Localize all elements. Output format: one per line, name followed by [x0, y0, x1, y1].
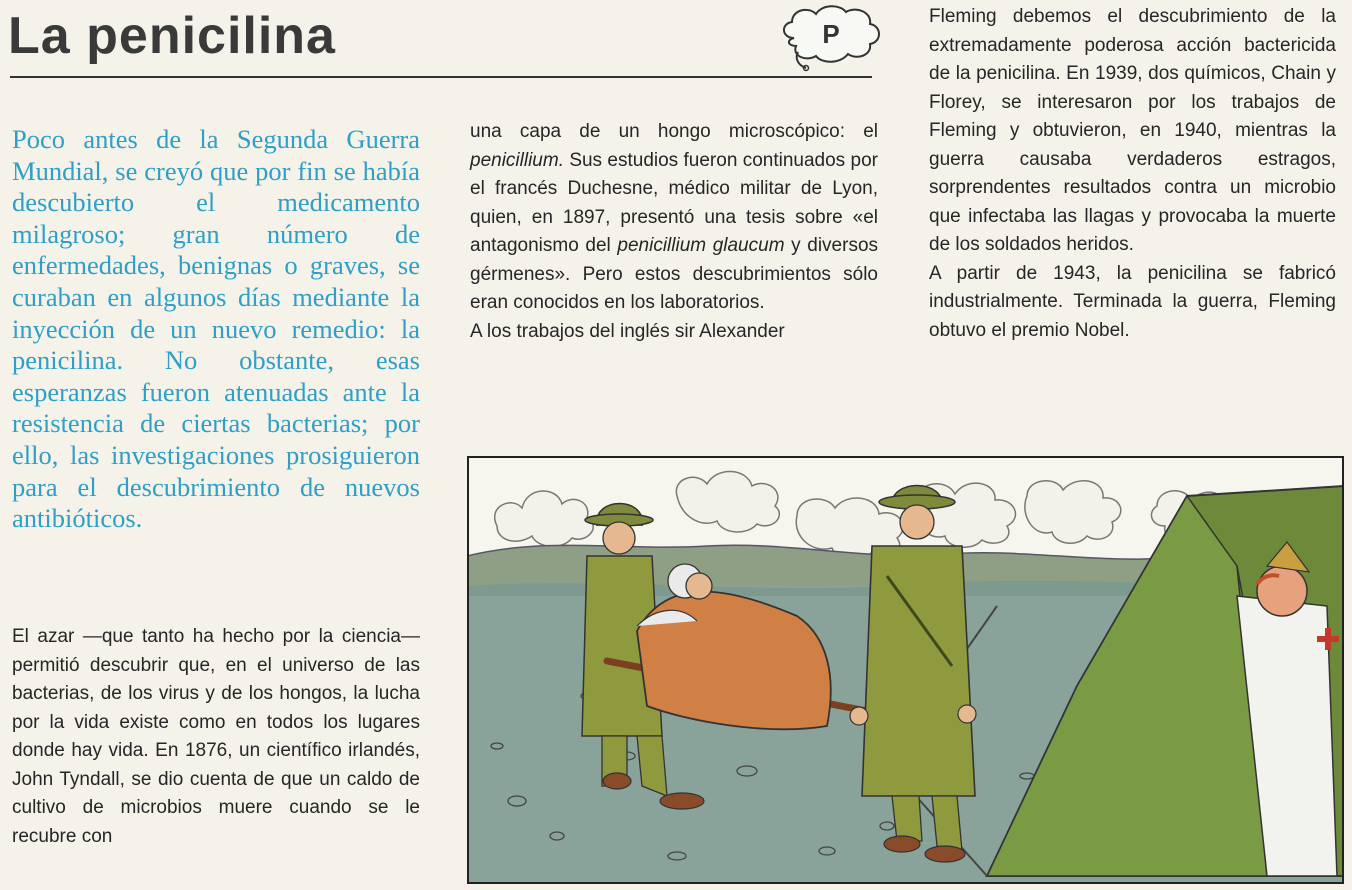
column-3 — [929, 3, 1336, 345]
column-2 — [470, 118, 878, 346]
intro-paragraph: Poco antes de la Segunda Guerra Mundial, se creyó que por fin se había descubierto el medicamento milagroso; gran número de enfermedades, benignas o graves, se curaban en algunos días mediante la inyección de un nuevo remedio: la penicilina. No obstante, esas esperanzas fueron atenuadas ante la resistencia de ciertas bacterias; por ello, las investigaciones prosiguieron para el descubrimiento de nuevos antibióticos. — [12, 124, 420, 534]
italic-term: penicillium. — [470, 149, 564, 171]
war-stretcher-illustration — [467, 456, 1344, 884]
column-2-paragraph-1: una capa de un hongo microscópico: el penicillium. Sus estudios fueron continuados por el francés Duchesne, médico militar de Lyon, quien, en 1897, presentó una tesis sobre «el antagonismo del penicillium glaucum y diversos gérmenes». Pero estos descubrimientos sólo eran conocidos en los laboratorios. — [470, 121, 879, 313]
column-2-paragraph-2: A los trabajos del inglés sir Alexander — [470, 320, 785, 342]
p-cloud-icon — [774, 2, 886, 74]
page-title: La penicilina — [8, 7, 336, 65]
italic-term: penicillium glaucum — [617, 235, 785, 256]
column-3-paragraph-1: Fleming debemos el descubrimiento de la extremadamente poderosa acción bactericida de la penicilina. En 1939, dos químicos, Chain y Florey, se interesaron por los trabajos de Fleming y obtuvieron, en 1940, mientras la guerra causaba verdaderos estragos, sorprendentes resultados contra un microbio que infectaba las llagas y provocaba la muerte de los soldados heridos. — [929, 6, 1336, 255]
title-divider — [10, 76, 872, 78]
column-3-paragraph-2: A partir de 1943, la penicilina se fabricó industrialmente. Terminada la guerra, Fleming obtuvo el premio Nobel. — [929, 262, 1336, 341]
column-1-text: El azar —que tanto ha hecho por la ciencia— permitió descubrir que, en el universo de las bacterias, de los virus y de los hongos, la lucha por la vida existe como en todos los lugares donde hay vida. En 1876, un científico irlandés, John Tyndall, se dio cuenta de que un caldo de cultivo de microbios muere cuando se le recubre con — [12, 626, 420, 847]
badge-letter: P — [822, 19, 840, 49]
